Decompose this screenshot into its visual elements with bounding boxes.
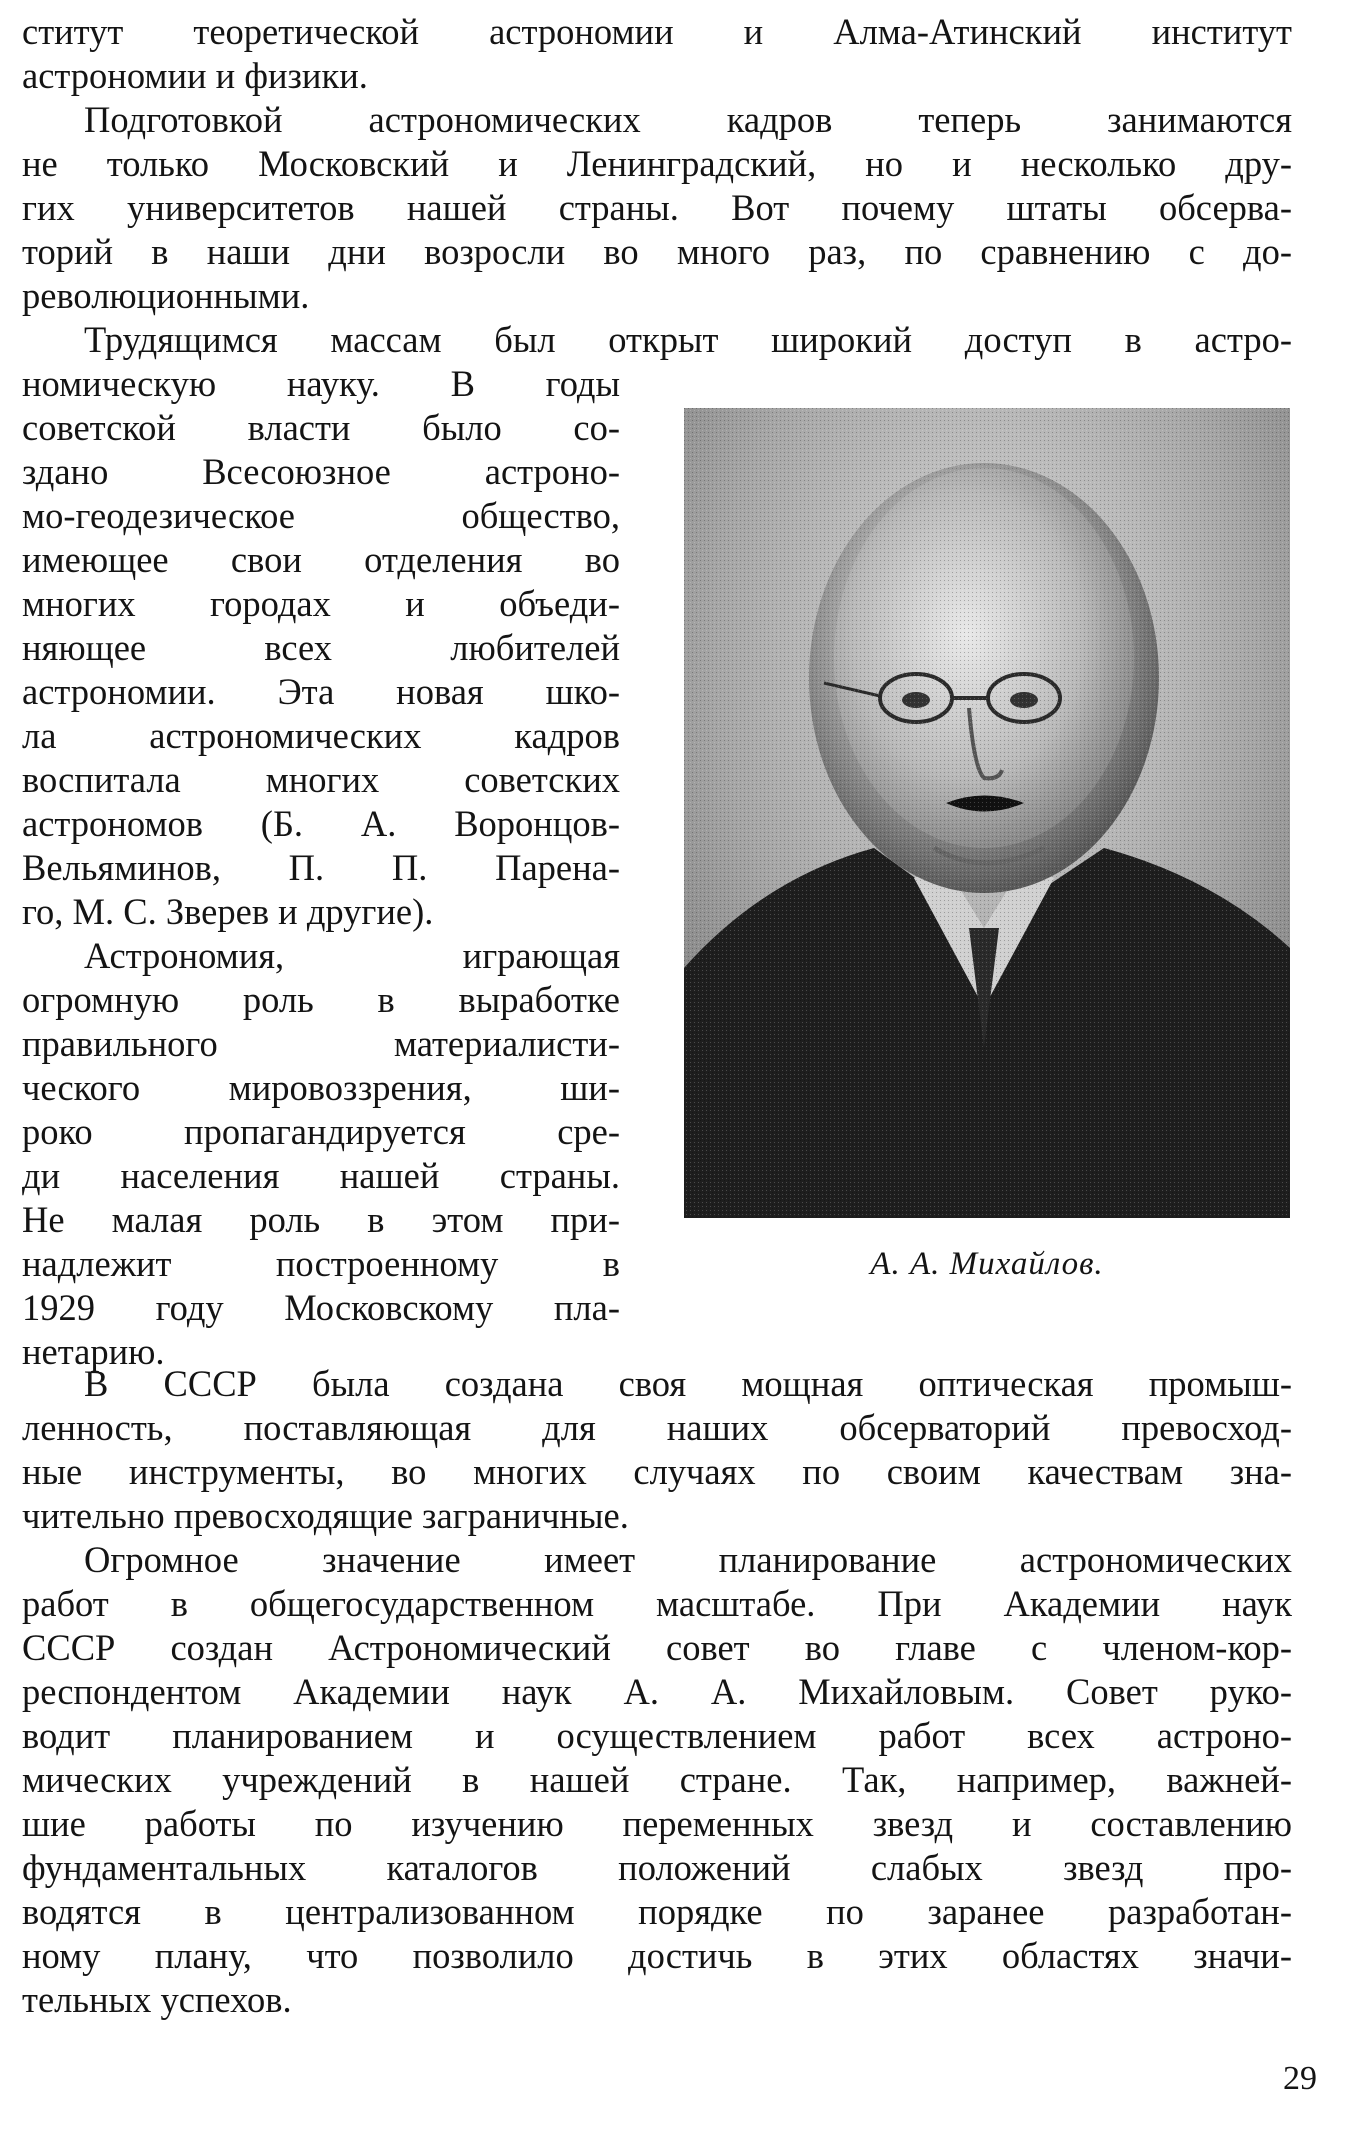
text-line: ститут теоретической астрономии и Алма-Атинский институт (22, 11, 1292, 52)
text-line: советской власти было со- (22, 407, 620, 448)
text-line: гих университетов нашей страны. Вот почему штаты обсерва- (22, 187, 1292, 228)
text-line: астрономии и физики. (22, 55, 368, 96)
text-line: ному плану, что позволило достичь в этих областях значи- (22, 1935, 1292, 1976)
text-line: Астрономия, играющая (84, 935, 620, 976)
portrait-photo (684, 408, 1290, 1218)
text-line: водятся в централизованном порядке по заранее разработан- (22, 1891, 1292, 1932)
text-line: няющее всех любителей (22, 627, 620, 668)
wrapped-text-column (22, 362, 620, 1374)
text-line: чительно превосходящие заграничные. (22, 1495, 629, 1536)
text-line: не только Московский и Ленинградский, но и несколько дру- (22, 143, 1292, 184)
text-line: астрономии. Эта новая шко- (22, 671, 620, 712)
paragraph-continuation (22, 10, 1292, 98)
text-line: шие работы по изучению переменных звезд и составлению (22, 1803, 1292, 1844)
text-line: ные инструменты, во многих случаях по своим качествам зна- (22, 1451, 1292, 1492)
text-line: СССР создан Астрономический совет во главе с членом-кор- (22, 1627, 1292, 1668)
text-line: ди населения нашей страны. (22, 1155, 620, 1196)
text-line: Вельяминов, П. П. Паренa- (22, 847, 620, 888)
text-line: 1929 году Московскому пла- (22, 1287, 620, 1328)
text-line: торий в наши дни возросли во много раз, по сравнению с до- (22, 231, 1292, 272)
text-line: нетарию. (22, 1331, 165, 1372)
text-line: ленность, поставляющая для наших обсерваторий превосход- (22, 1407, 1292, 1448)
page-body (22, 10, 1292, 2022)
photo-caption: А. А. Михайлов. (870, 1246, 1104, 1282)
text-line: В СССР была создана своя мощная оптическая промыш- (84, 1363, 1292, 1404)
text-line: мо-геодезическое общество, (22, 495, 620, 536)
text-line: воспитала многих советских (22, 759, 620, 800)
text-line: астрономов (Б. А. Воронцов- (22, 803, 620, 844)
text-line: работ в общегосударственном масштабе. При Академии наук (22, 1583, 1292, 1624)
text-line: роко пропагандируется сре- (22, 1111, 620, 1152)
text-line: правильного материалисти- (22, 1023, 620, 1064)
text-line: го, М. С. Зверев и другие). (22, 891, 434, 932)
text-line: Не малая роль в этом при- (22, 1199, 620, 1240)
text-line: многих городах и объеди- (22, 583, 620, 624)
text-line: Трудящимся массам был открыт широкий доступ в астро- (84, 319, 1292, 360)
figure-wrap-block (22, 362, 1292, 1372)
text-line: ческого мировоззрения, ши- (22, 1067, 620, 1108)
text-line: имеющее свои отделения во (22, 539, 620, 580)
text-line: водит планированием и осуществлением работ всех астроно- (22, 1715, 1292, 1756)
text-line: здано Всесоюзное астроно- (22, 451, 620, 492)
text-line: мических учреждений в нашей стране. Так, например, важней- (22, 1759, 1292, 1800)
text-line: ла астрономических кадров (22, 715, 620, 756)
text-line: фундаментальных каталогов положений слабых звезд про- (22, 1847, 1292, 1888)
text-line: номическую науку. В годы (22, 363, 620, 404)
paragraph-staff (22, 98, 1292, 318)
page-number: 29 (1283, 2060, 1317, 2097)
text-line: Подготовкой астрономических кадров теперь занимаются (84, 99, 1292, 140)
text-line: огромную роль в выработке (22, 979, 620, 1020)
paragraph-optics (22, 1362, 1292, 1538)
text-line: тельных успехов. (22, 1979, 292, 2020)
text-line: революционными. (22, 275, 310, 316)
text-line: Огромное значение имеет планирование астрономических (84, 1539, 1292, 1580)
text-line: респондентом Академии наук А. А. Михайловым. Совет руко- (22, 1671, 1292, 1712)
paragraph-planning (22, 1538, 1292, 2022)
text-line: надлежит построенному в (22, 1243, 620, 1284)
portrait-illustration (684, 408, 1290, 1218)
